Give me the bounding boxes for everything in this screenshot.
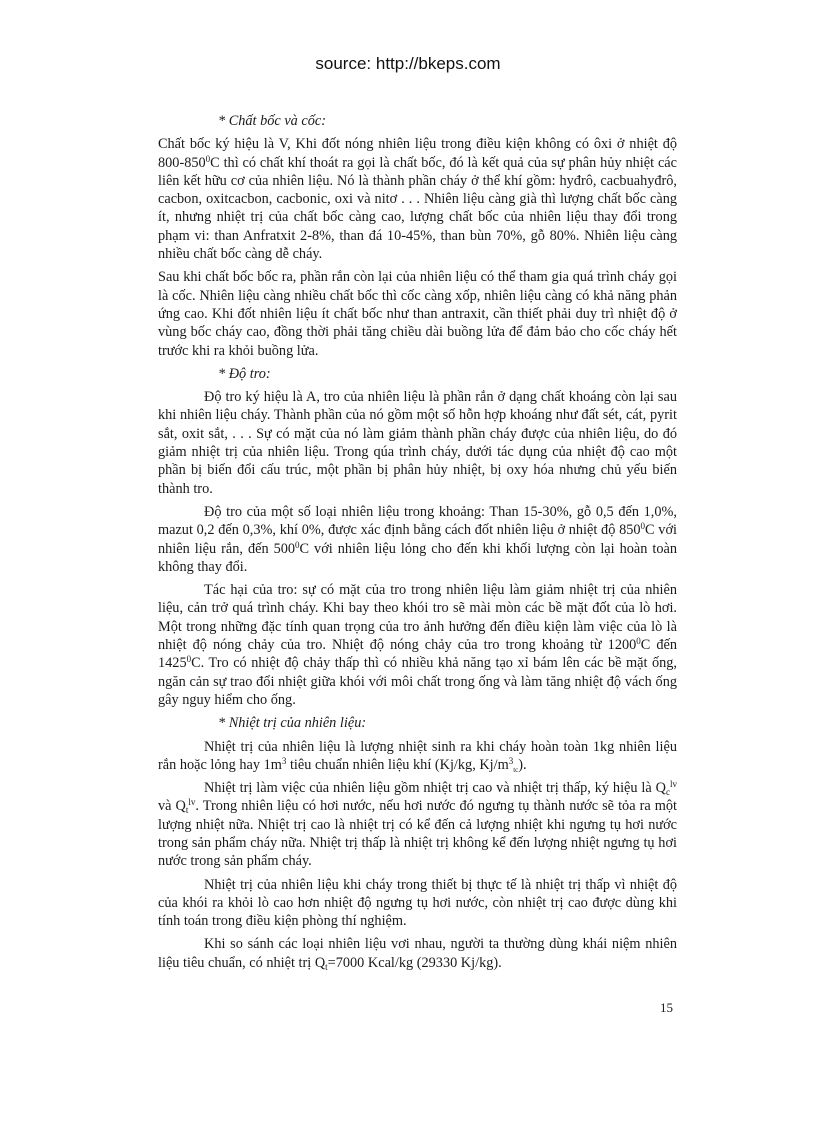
paragraph: Tác hại của tro: sự có mặt của tro trong nhiên liệu làm giảm nhiệt trị của nhiên liệu, cản trở quá trình cháy. Khi bay theo khói tro sẽ mài mòn các bề mặt đốt của lò hơi. Một trong những đặc tính quan trọng của tro ảnh hưởng đến điều kiện làm việc của lò là nhiệt độ nóng chảy của tro. Nhiệt độ nóng chảy của tro trong khoảng từ 1200$^0$C đến 1425$^0$C. Tro có nhiệt độ chảy thấp thì có nhiều khả năng tạo xỉ bám lên các bề mặt ống, ngăn cản sự trao đổi nhiệt giữa khói với môi chất trong ống và làm tăng nhiệt độ vách ống gây nguy hiểm cho ống. xyxy=(158,582,677,708)
section-heading-heating-value: * Nhiệt trị của nhiên liệu: xyxy=(218,715,367,732)
section-heading-ash: * Độ tro: xyxy=(218,365,271,382)
page-number: 15 xyxy=(660,1000,673,1015)
section-heading-volatile: * Chất bốc và cốc: xyxy=(218,113,326,129)
paragraph: Nhiệt trị của nhiên liệu khi cháy trong thiết bị thực tế là nhiệt trị thấp vì nhiệt độ của khói ra khỏi lò cao hơn nhiệt độ ngưng tụ hơi nước, còn nhiệt trị cao được dùng khi tính toán trong điều kiện phòng thí nghiệm. xyxy=(158,876,677,930)
paragraph: Sau khi chất bốc bốc ra, phần rắn còn lại của nhiên liệu có thể tham gia quá trình cháy gọi là cốc. Nhiên liệu càng nhiều chất bốc thì cốc càng xốp, nhiên liệu càng có khả năng phản ứng cao. Khi đốt nhiên liệu ít chất bốc như than antraxit, cần thiết phải duy trì nhiệt độ ở vùng bốc cháy cao, đồng thời phải tăng chiều dài buồng lửa để đảm bảo cho cốc cháy hết trước khi ra khỏi buồng lửa. xyxy=(158,269,677,359)
document-body xyxy=(158,112,677,977)
paragraph: Chất bốc ký hiệu là V, Khi đốt nóng nhiên liệu trong điều kiện không có ôxi ở nhiệt độ $800-850^0C$ thì có chất khí thoát ra gọi là chất bốc, đó là kết quả của sự phân hủy nhiệt các liên kết hữu cơ của nhiên liệu. Nó là thành phần cháy ở thể khí gồm: hyđrô, cacbuahyđrô, cacbon, oxitcacbon, cacbonic, oxi và nitơ . . . Nhiên liệu càng già thì lượng chất bốc càng ít, nhưng nhiệt trị của chất bốc càng cao, lượng chất bốc của nhiên liệu thay đổi trong phạm vi: than Anfratxit 2-8%, than đá 10-45%, than bùn 70%, gỗ 80%. Nhiên liệu càng nhiều chất bốc càng dễ cháy. xyxy=(158,136,677,263)
paragraph: Độ tro ký hiệu là A, tro của nhiên liệu là phần rắn ở dạng chất khoáng còn lại sau khi nhiên liệu cháy. Thành phần của nó gồm một số hỗn hợp khoáng như đất sét, cát, pyrit sắt, oxit sắt, . . . Sự có mặt của nó làm giảm thành phần cháy được của nhiên liệu, do đó giảm nhiệt trị của nhiên liệu. Trong qúa trình cháy, dưới tác dụng của nhiệt độ cao một phần bị biến đổi cấu trúc, một phần bị phân hủy nhiệt, bị oxy hóa nhưng chủ yếu biến thành tro. xyxy=(158,389,677,497)
paragraph: Độ tro của một số loại nhiên liệu trong khoảng: Than 15-30%, gỗ 0,5 đến 1,0%, mazut 0,2 đến 0,3%, khí 0%, được xác định bằng cách đốt nhiên liệu ở nhiệt độ $850^0C$ với nhiên liệu rắn, đến $500^0C$ với nhiên liệu lỏng cho đến khi khối lượng còn lại hoàn toàn không thay đổi. xyxy=(158,503,677,575)
paragraph: Khi so sánh các loại nhiên liệu vơi nhau, người ta thường dùng khái niệm nhiên liệu tiêu chuẩn, có nhiệt trị $Q_t=7000$ Kcal/kg (29330 Kj/kg). xyxy=(158,936,677,972)
source-header: source: http://bkeps.com xyxy=(315,54,501,73)
paragraph: Nhiệt trị làm việc của nhiên liệu gồm nhiệt trị cao và nhiệt trị thấp, ký hiệu là $Q_c^{lv}$ và $Q_t^{lv}$. Trong nhiên liệu có hơi nước, nếu hơi nước đó ngưng tụ thành nước sẽ tỏa ra một lượng nhiệt nữa. Nhiệt trị cao là nhiệt trị có kể đến cả lượng nhiệt khi ngưng tụ hơi nước trong sản phẩm cháy nữa. Nhiệt trị thấp là nhiệt trị không kể đến lượng nhiệt ngưng tụ hơi nước trong sản phẩm cháy. xyxy=(158,779,677,870)
paragraph: Nhiệt trị của nhiên liệu là lượng nhiệt sinh ra khi cháy hoàn toàn 1kg nhiên liệu rắn hoặc lỏng hay $1m^3$ tiêu chuẩn nhiên liệu khí (Kj/kg, $Kj/m^3_{tc}$). xyxy=(158,738,677,774)
